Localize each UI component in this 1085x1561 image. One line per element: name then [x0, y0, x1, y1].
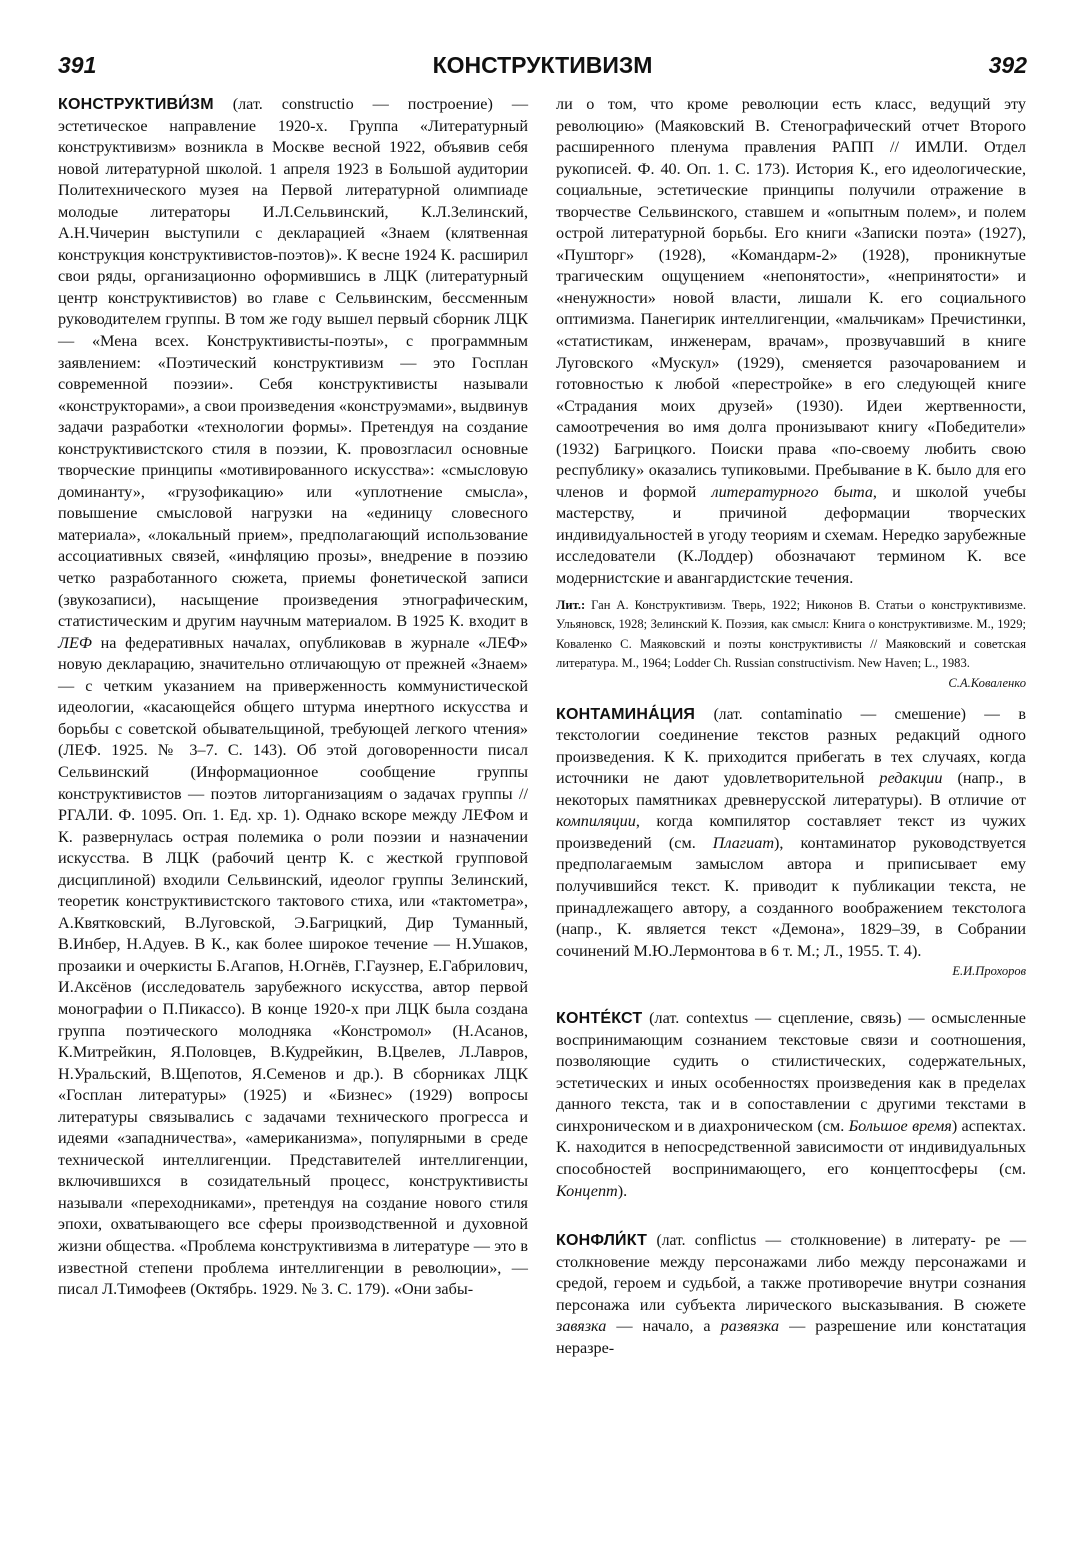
- running-title: КОНСТРУКТИВИЗМ: [432, 52, 653, 78]
- cross-reference-link[interactable]: развязка: [720, 1317, 780, 1336]
- literature-label: Лит.:: [556, 597, 586, 612]
- entry-text: ре — столкновение между персонажами либо между персонажами и средой, героем и судьбой, а также противоречие внутри сознания персонажа или субъекта лирического высказывания. В сюжете: [556, 1231, 1027, 1314]
- entry-text: — разрешение или констатация неразре-: [556, 1317, 1027, 1357]
- headword-kontekst: КОНТЕ́КСТ: [556, 1010, 643, 1028]
- cross-reference-link[interactable]: редакции: [879, 769, 943, 788]
- page-number-right: 392: [988, 52, 1027, 78]
- entry-continuation: [556, 94, 1026, 590]
- cross-reference-link[interactable]: Большое время: [848, 1116, 952, 1135]
- headword-konflikt: КОНФЛИ́КТ: [556, 1232, 648, 1250]
- page-number-left: 391: [58, 52, 97, 78]
- entry-text: , и школой учебы мастерству, и причиной деформации творческих индивидуальностей в угоду теориям и схемам. Нередко зарубежные исследователи (К.Лоддер) обозначают термином К. все модернистские и авангардистские течения.: [556, 482, 1027, 588]
- entry-text: ли о том, что кроме революции есть класс, ведущий эту революцию» (Маяковский В. Стенографический отчет Второго расширенного пленума правления РАПП // ИМЛИ. Отдел рукописей. Ф. 40. Оп. 1. С. 173). История К., его идеологические, социальные, эстетические принципы получили отражение в творчестве Сельвинского, ставшем и «опытным полем», и полем острой литературной борьбы. Его книги «Записки поэта» (1927), «Пушторг» (1928), «Командарм-2» (1928), проникнутые трагическим ощущением «непонятости», «непринятости» и «ненужности» новой власти, лишали К. его социального оптимизма. Панегирик интеллигенции, «мальчикам» Пречистинки, «статистикам, инженерам, врачам», прозвучавший в книге Луговского «Мускул» (1929), сменяется разочарованием и готовностью к любой «перестройке» в его следующей книге «Страдания моих друзей» (1930). Идеи жертвенности, самоотречения во имя долга пронизывают книгу «Победители» (1932) Багрицкого. Поиски права «по-своему любить свою республику» оказались тупиковыми. Пребывание в К. было для его членов и формой: [556, 95, 1026, 501]
- cross-reference-link[interactable]: компиляции: [556, 812, 636, 831]
- entry-kontaminatsiya: [556, 704, 1026, 963]
- entry-text: ).: [617, 1181, 628, 1200]
- entry-text: — начало, а: [616, 1317, 711, 1336]
- entry-text: , когда компилятор составляет текст из чужих произведений (см.: [556, 812, 1026, 852]
- entry-kontekst: [556, 1008, 1026, 1202]
- entry-author: Е.И.Прохоров: [952, 964, 1026, 979]
- cross-reference-link[interactable]: Плагиат: [712, 833, 775, 852]
- cross-reference-link[interactable]: литературного быта: [711, 482, 873, 501]
- literature-list: [556, 596, 1026, 690]
- entry-text: (лат. contextus — сцепление, связь) — осмысленные воспринимающим сознанием текстовые связи и соотношения, позволяющие судить о стилистических, содержательных, эстетических и иных особенностях произведения как в пределах данного текста, так и в сопоставлении с другими текстами в синхроническом и в диахроническом (см.: [556, 1009, 1026, 1135]
- entry-separator: [556, 1202, 1026, 1230]
- entry-konstruktivizm: [58, 94, 528, 1301]
- etymology: (лат. contaminatio — смешение) —: [713, 705, 1000, 723]
- entry-text: на федеративных началах, опубликовав в журнале «ЛЕФ» новую декларацию, значительно отличающую от прежней «Знаем» — с четким указанием на приверженность коммунистической идеологии, «касающейся общего штурма инертного искусства и борьбы с советской обывательщиной, требующей легкого чтения» (ЛЕФ. 1925. № 3–7. С. 143). Об этой договоренности писал Сельвинский (Информационное сообщение группы конструктивистов — поэтов литорганизациям о задачах группы // РГАЛИ. Ф. 1095. Оп. 1. Ед. хр. 1). Однако вскоре между ЛЕФом и К. развернулась острая полемика о роли поэзии и назначении искусства. В ЛЦК (рабочий центр К. с жесткой групповой дисциплиной) входили Сельвинский, идеолог группы Зелинский, теоретик конструктивистского тактового стиха, или «тактометра», А.Квятковский, В.Луговской, Э.Багрицкий, Дир Туманный, В.Инбер, Н.Адуев. В К., как более широкое течение — Н.Ушаков, прозаики и очеркисты Б.Агапов, Н.Огнёв, Г.Гаузнер, Е.Габрилович, И.Аксёнов (исследователь зарубежного искусства, автор первой монографии о П.Пикассо). В конце 1920-х при ЛЦК была создана группа поэтического молодняка «Констромол» (Н.Асанов, К.Митрейкин, Я.Половцев, В.Кудрейкин, В.Цвелев, Л.Лавров, Н.Уральский, В.Щепотов, Я.Семенов и др.). В сборниках ЛЦК «Госплан литературы» (1925) и «Бизнес» (1929) вопросы литературы связывались с задачами технического прогресса и идеями «западничества», «американизма», популярными в среде технической интеллигенции. Представителей интеллигенции, включившихся в созидательный процесс, конструктивисты называли «переходниками», претендуя на создание нового стиля эпохи, охватывающего все сферы производственной и духовной жизни общества. «Проблема конструктивизма в литературе — это в известной степени проблема интеллигенции в революции», — писал Л.Тимофеев (Октябрь. 1929. № 3. С. 179). «Они забы-: [58, 633, 529, 1299]
- entry-text: в текстологии соединение текстов разных редакций одного произведения. К К. приходится прибегать в тех случаях, когда источники не дают удовлетворительной: [556, 704, 1027, 788]
- entry-konflikt: [556, 1230, 1026, 1359]
- headword-konstruktivizm: КОНСТРУКТИВИ́ЗМ: [58, 96, 214, 113]
- headword-kontaminatsiya: КОНТАМИНА́ЦИЯ: [556, 705, 696, 723]
- entry-separator: [556, 980, 1026, 1008]
- entry-author: С.А.Коваленко: [948, 675, 1026, 690]
- etymology: (лат. conflictus — столкновение) в литерату-: [656, 1232, 976, 1250]
- cross-reference-link[interactable]: завязка: [556, 1317, 607, 1336]
- page-header: [58, 52, 1027, 86]
- literature-text: Ган А. Конструктивизм. Тверь, 1922; Никонов В. Статьи о конструктивизме. Ульяновск, 1928; Зелинский К. Поэзия, как смысл: Книга о конструктивизме. М., 1929; Коваленко С. Маяковский и поэты конструктивисты // Маяковский и советская литература. М., 1964; Lodder Ch. Russian constructivism. New Haven; L., 1983.: [556, 597, 1026, 671]
- entry-text: ) аспектах. К. находится в непосредственной зависимости от индивидуальных способностей воспринимающего, его концептосферы (см.: [556, 1116, 1027, 1178]
- entry-text: (напр., в некоторых памятниках древнерусской литературы). В отличие от: [556, 769, 1026, 809]
- left-column: [58, 94, 528, 1301]
- cross-reference-link[interactable]: Концепт: [556, 1181, 618, 1200]
- cross-reference-link[interactable]: ЛЕФ: [58, 633, 92, 652]
- entry-text: ), контаминатор руководствуется предполагаемым замыслом автора и приписывает ему получившийся текст. К. приводит к публикации текста, не принадлежащего автору, а созданного воображением текстолога (напр., К. является текст «Демона», 1829–39, в Собрании сочинений М.Ю.Лермонтова в 6 т. М.; Л., 1955. Т. 4).: [556, 833, 1027, 960]
- entry-text: (лат. constructio — построение) — эстетическое направление 1920-х. Группа «Литературный конструктивизм» возникла в Москве весной 1922, объявив себя новой литературной школой. 1 апреля 1923 в Большой аудитории Политехнического музея на Первой литературной олимпиаде молодые литераторы И.Л.Сельвинский, К.Л.Зелинский, А.Н.Чичерин выступили с декларацией «Знаем (клятвенная конструкция конструктивистов-поэтов)». К весне 1924 К. расширил свои ряды, организационно оформившись в ЛЦК (литературный центр конструктивистов) во главе с Сельвинским, бессменным руководителем группы. В том же году вышел первый сборник ЛЦК — «Мена всех. Конструктивисты-поэты», с программным заявлением: «Поэтический конструктивизм — это Госплан современной поэзии». Себя конструктивисты называли «конструкторами», а свои произведения «конструэмами», выдвинув задачи разработки «технологии формы». Претендуя на создание конструктивистского стиля в поэзии, К. провозгласил основные творческие принципы «мотивированного искусства»: «смысловую доминанту», «грузофикацию» или «уплотнение смысла», повышение смысловой нагрузки на «единицу словесного материала», «локальный прием», предполагающий использование ассоциативных связей, «инфляцию прозы», внедрение в поэзию четко разработанного сюжета, приемы фонетической записи (звукозаписи), насыщение произведения этнографическим, статистическим и другим научным материалом. В 1925 К. входит в: [58, 95, 529, 631]
- right-column: [556, 94, 1026, 1359]
